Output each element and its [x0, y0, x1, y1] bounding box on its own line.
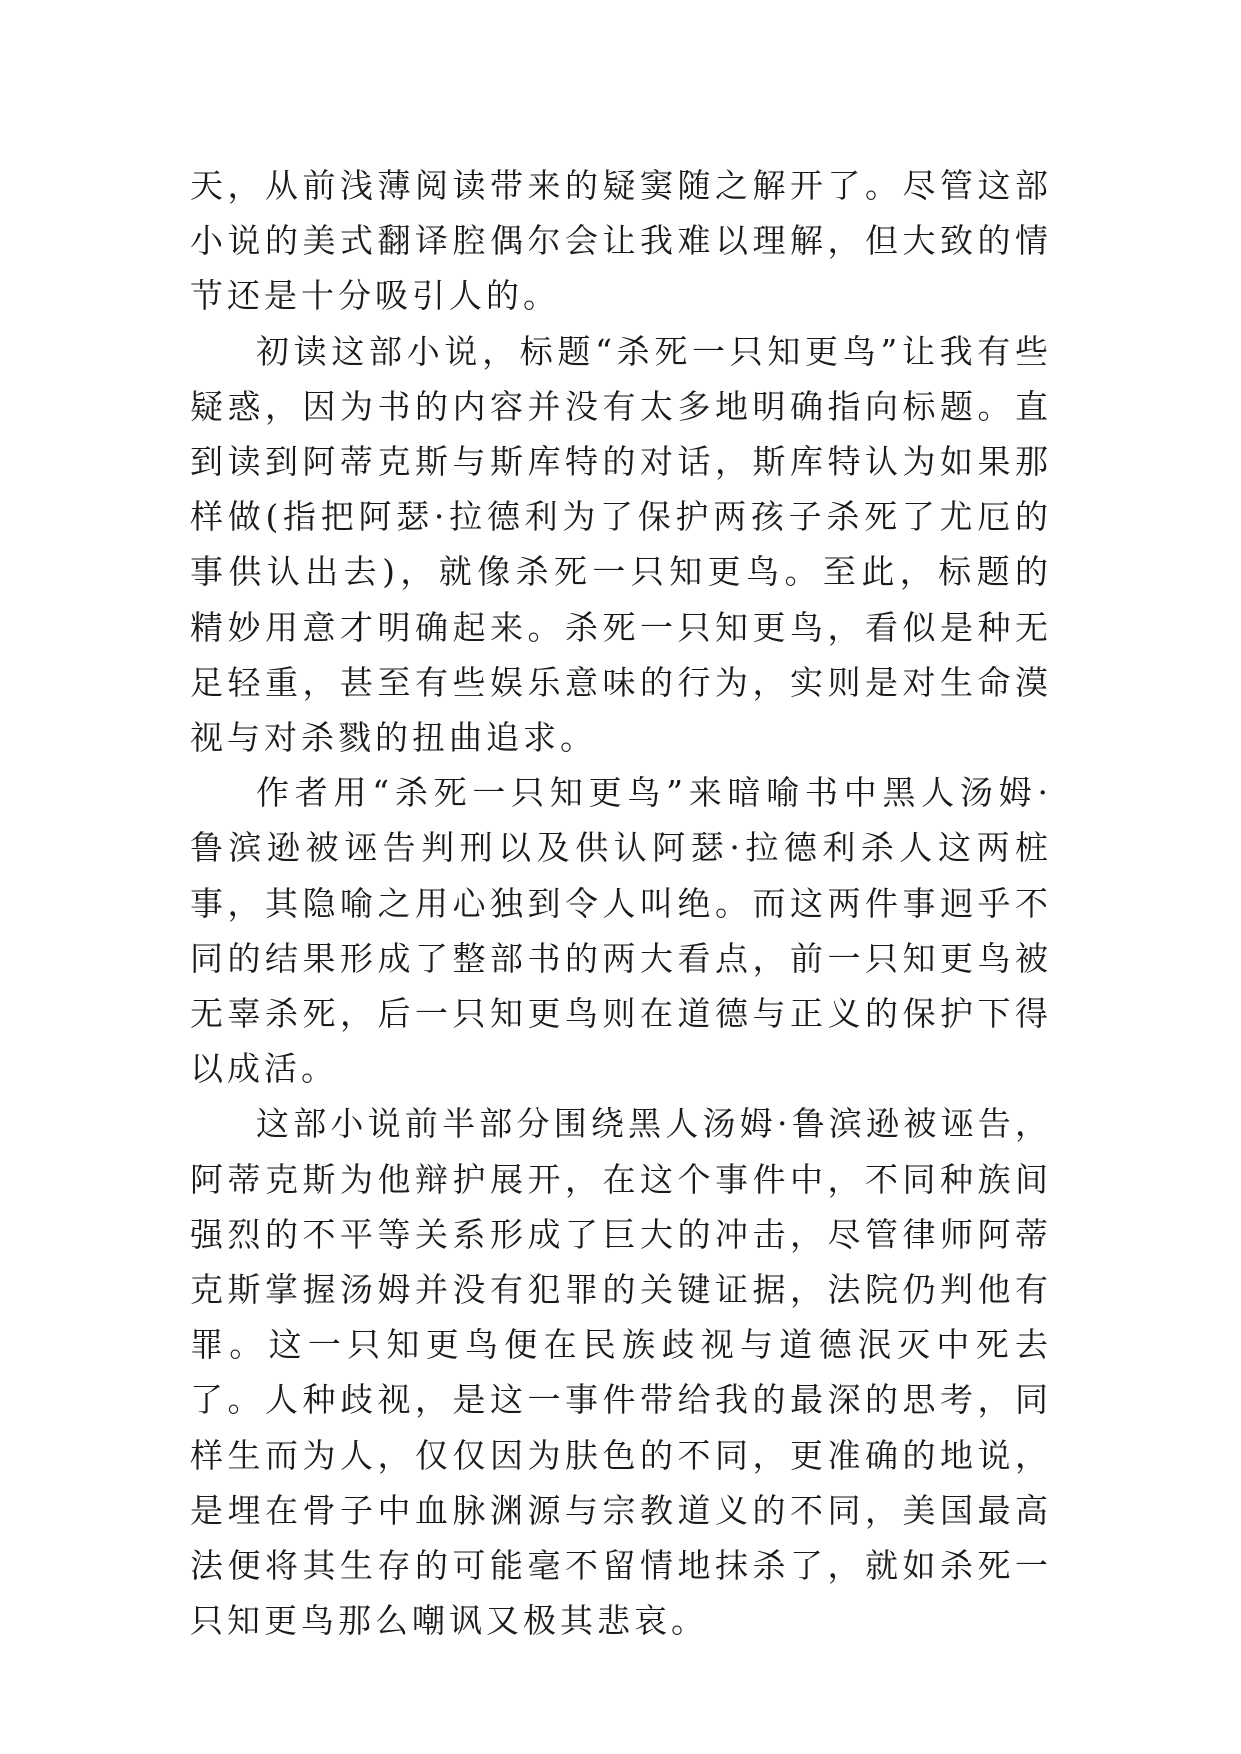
paragraph-racial-discrimination: 这部小说前半部分围绕黑人汤姆·鲁滨逊被诬告，阿蒂克斯为他辩护展开，在这个事件中，不同种族间强烈的不平等关系形成了巨大的冲击，尽管律师阿蒂克斯掌握汤姆并没有犯罪的关键证据，法院仍判他有罪。这一只知更鸟便在民族歧视与道德泯灭中死去了。人种歧视，是这一事件带给我的最深的思考，同样生而为人，仅仅因为肤色的不同，更准确的地说，是埋在骨子中血脉渊源与宗教道义的不同，美国最高法便将其生存的可能毫不留情地抹杀了，就如杀死一只知更鸟那么嘲讽又极其悲哀。: [190, 1104, 1052, 1641]
paragraph-title-doubt: 初读这部小说，标题“杀死一只知更鸟”让我有些疑惑，因为书的内容并没有太多地明确指向标题。直到读到阿蒂克斯与斯库特的对话，斯库特认为如果那样做(指把阿瑟·拉德利为了保护两孩子杀死了尤厄的事供认出去)，就像杀死一只知更鸟。至此，标题的精妙用意才明确起来。杀死一只知更鸟，看似是种无足轻重，甚至有些娱乐意味的行为，实则是对生命漠视与对杀戮的扭曲追求。: [190, 331, 1052, 758]
body-text: [190, 158, 1052, 1648]
paragraph-continuation: 天，从前浅薄阅读带来的疑窦随之解开了。尽管这部小说的美式翻译腔偶尔会让我难以理解，但大致的情节还是十分吸引人的。: [190, 166, 1052, 316]
paragraph-metaphor: 作者用“杀死一只知更鸟”来暗喻书中黑人汤姆·鲁滨逊被诬告判刑以及供认阿瑟·拉德利杀人这两桩事，其隐喻之用心独到令人叫绝。而这两件事迥乎不同的结果形成了整部书的两大看点，前一只知更鸟被无辜杀死，后一只知更鸟则在道德与正义的保护下得以成活。: [190, 773, 1052, 1089]
